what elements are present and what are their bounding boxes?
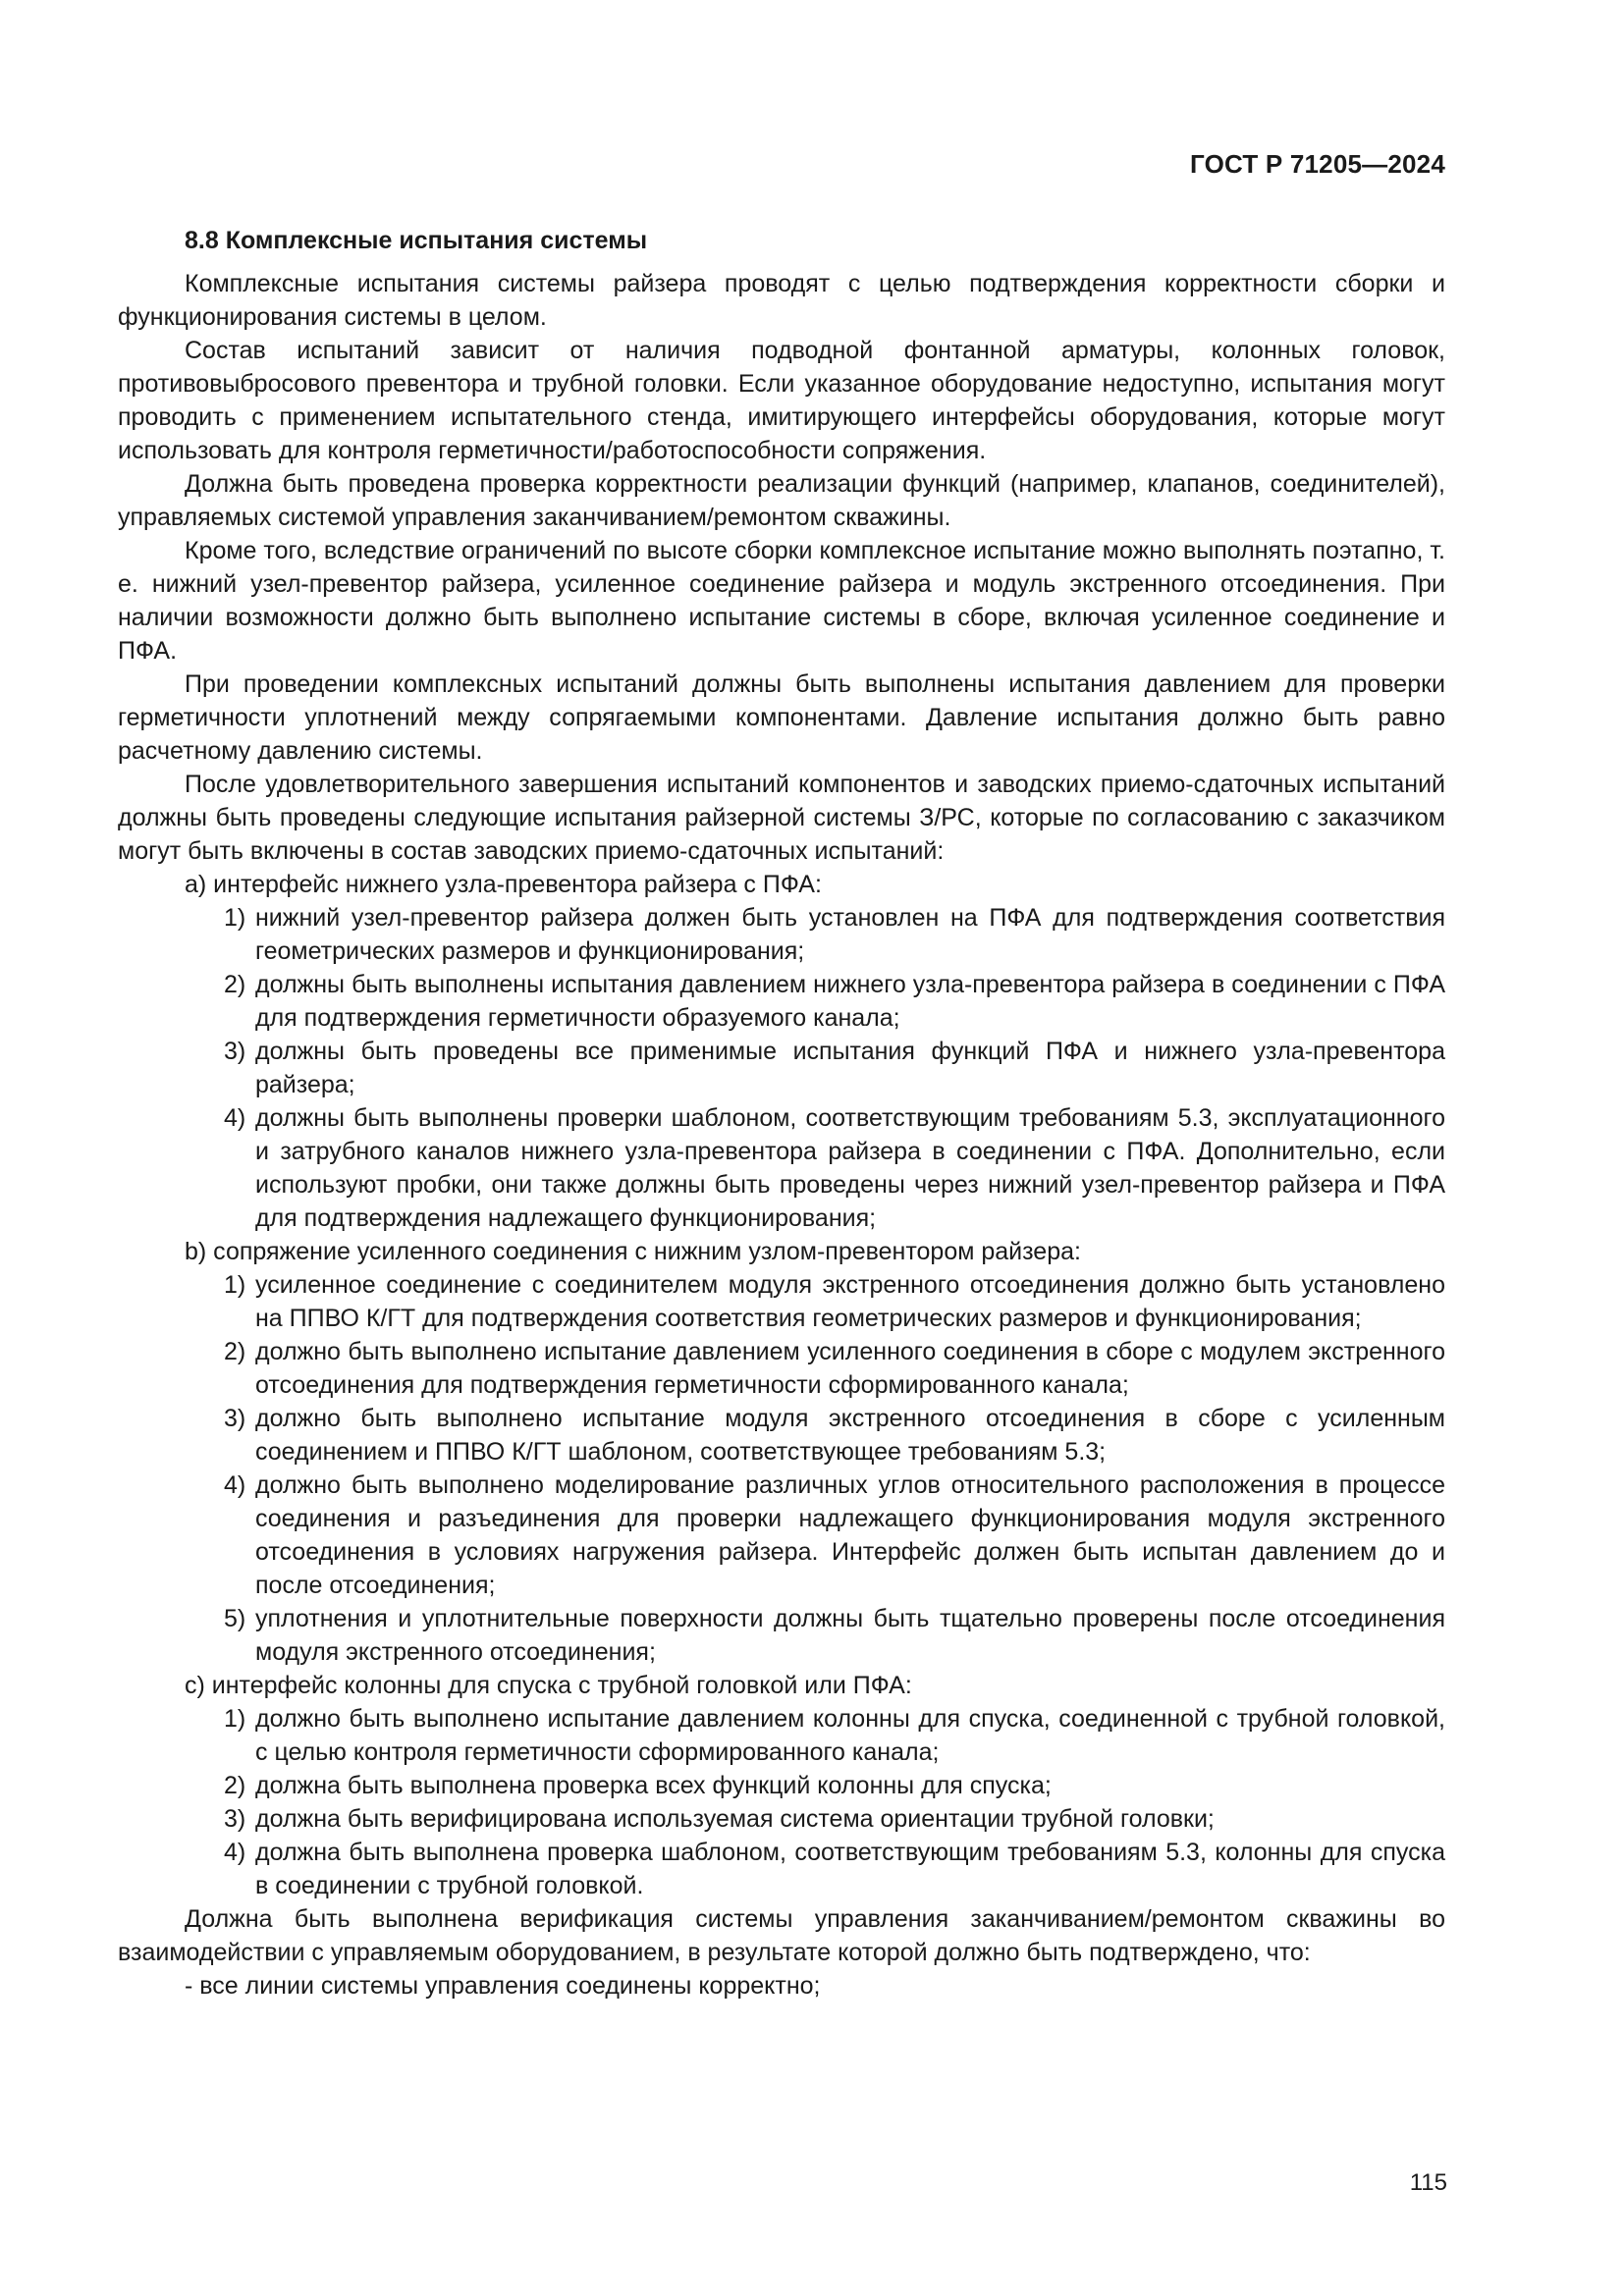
list-b-item — [118, 1268, 1445, 1335]
list-item-text: должна быть выполнена проверка шаблоном, соответствующим требованиям 5.3, колонны для спуска в соединении с трубной головкой. — [255, 1839, 1445, 1899]
list-item-text: должно быть выполнено испытание модуля экстренного отсоединения в сборе с усиленным соединением и ППВО К/ГТ шаблоном, соответствующее требованиям 5.3; — [255, 1405, 1445, 1466]
list-number: 4) — [224, 1839, 246, 1866]
paragraph: Состав испытаний зависит от наличия подводной фонтанной арматуры, колонных головок, противовыбросового превентора и трубной головки. Если указанное оборудование недоступно, испытания могут проводить с применением испытательного стенда, имитирующего интерфейсы оборудования, которые могут использовать для контроля герметичности/работоспособности сопряжения. — [118, 337, 1445, 464]
list-number: 1) — [224, 1705, 246, 1733]
list-number: 3) — [224, 1038, 246, 1065]
list-b-item — [118, 1468, 1445, 1602]
paragraph: Комплексные испытания системы райзера проводят с целью подтверждения корректности сборки и функционирования системы в целом. — [118, 270, 1445, 331]
paragraph: После удовлетворительного завершения испытаний компонентов и заводских приемо-сдаточных испытаний должны быть проведены следующие испытания райзерной системы З/РС, которые по согласованию с заказчиком могут быть включены в состав заводских приемо-сдаточных испытаний: — [118, 771, 1445, 865]
list-number: 2) — [224, 971, 246, 998]
list-c-label: c) интерфейс колонны для спуска с трубной головкой или ПФА: — [185, 1672, 912, 1699]
list-b-label: b) сопряжение усиленного соединения с нижним узлом-превентором райзера: — [185, 1238, 1081, 1265]
list-c-item — [118, 1836, 1445, 1902]
list-number: 3) — [224, 1405, 246, 1432]
list-number: 1) — [224, 904, 246, 932]
list-item-text: усиленное соединение с соединителем модуля экстренного отсоединения должно быть установлено на ППВО К/ГТ для подтверждения соответствия геометрических размеров и функционирования; — [255, 1271, 1445, 1332]
document-standard-id: ГОСТ Р 71205—2024 — [1190, 149, 1445, 179]
list-number: 4) — [224, 1104, 246, 1132]
list-item-text: должны быть проведены все применимые испытания функций ПФА и нижнего узла-превентора райзера; — [255, 1038, 1445, 1098]
section-title: 8.8 Комплексные испытания системы — [185, 227, 648, 254]
list-b-item — [118, 1602, 1445, 1669]
list-a-item — [118, 1035, 1445, 1101]
paragraph: Должна быть проведена проверка корректности реализации функций (например, клапанов, соединителей), управляемых системой управления заканчиванием/ремонтом скважины. — [118, 470, 1445, 531]
list-item-text: должно быть выполнено моделирование различных углов относительного расположения в процессе соединения и разъединения для проверки надлежащего функционирования модуля экстренного отсоединения в условиях нагружения райзера. Интерфейс должен быть испытан давлением до и после отсоединения; — [255, 1471, 1445, 1599]
list-a-item — [118, 901, 1445, 968]
list-c-item — [118, 1769, 1445, 1802]
dash-list-item: - все линии системы управления соединены корректно; — [185, 1972, 821, 2000]
list-item-text: должно быть выполнено испытание давлением колонны для спуска, соединенной с трубной головкой, с целью контроля герметичности сформированного канала; — [255, 1705, 1445, 1766]
list-item-text: должна быть выполнена проверка всех функций колонны для спуска; — [255, 1772, 1052, 1799]
list-item-text: должны быть выполнены испытания давлением нижнего узла-превентора райзера в соединении с ПФА для подтверждения герметичности образуемого канала; — [255, 971, 1445, 1032]
list-item-text: должна быть верифицирована используемая система ориентации трубной головки; — [255, 1805, 1215, 1833]
page-number: 115 — [1409, 2169, 1447, 2196]
list-item-text: должно быть выполнено испытание давлением усиленного соединения в сборе с модулем экстренного отсоединения для подтверждения герметичности сформированного канала; — [255, 1338, 1445, 1399]
list-item-text: нижний узел-превентор райзера должен быть установлен на ПФА для подтверждения соответствия геометрических размеров и функционирования; — [255, 904, 1445, 965]
paragraph: Кроме того, вследствие ограничений по высоте сборки комплексное испытание можно выполнять поэтапно, т. е. нижний узел-превентор райзера, усиленное соединение райзера и модуль экстренного отсоединения. При наличии возможности должно быть выполнено испытание системы в сборе, включая усиленное соединение и ПФА. — [118, 537, 1445, 665]
paragraph: При проведении комплексных испытаний должны быть выполнены испытания давлением для проверки герметичности уплотнений между сопрягаемыми компонентами. Давление испытания должно быть равно расчетному давлению системы. — [118, 670, 1445, 765]
list-c-item — [118, 1802, 1445, 1836]
list-item-text: уплотнения и уплотнительные поверхности должны быть тщательно проверены после отсоединения модуля экстренного отсоединения; — [255, 1605, 1445, 1666]
list-c-item — [118, 1702, 1445, 1769]
list-a-item — [118, 1101, 1445, 1235]
list-number: 5) — [224, 1605, 246, 1632]
list-number: 2) — [224, 1772, 246, 1799]
list-b-item — [118, 1402, 1445, 1468]
closing-paragraph: Должна быть выполнена верификация системы управления заканчиванием/ремонтом скважины во взаимодействии с управляемым оборудованием, в результате которой должно быть подтверждено, что: — [118, 1905, 1445, 1966]
list-a-label: a) интерфейс нижнего узла-превентора райзера с ПФА: — [185, 871, 822, 898]
list-item-text: должны быть выполнены проверки шаблоном, соответствующим требованиям 5.3, эксплуатационного и затрубного каналов нижнего узла-превентора райзера в соединении с ПФА. Дополнительно, если используют пробки, они также должны быть проведены через нижний узел-превентор райзера и ПФА для подтверждения надлежащего функционирования; — [255, 1104, 1445, 1232]
list-b-item — [118, 1335, 1445, 1402]
list-number: 3) — [224, 1805, 246, 1833]
list-number: 1) — [224, 1271, 246, 1299]
list-number: 4) — [224, 1471, 246, 1499]
list-number: 2) — [224, 1338, 246, 1365]
list-a-item — [118, 968, 1445, 1035]
section-content — [118, 224, 1445, 2002]
